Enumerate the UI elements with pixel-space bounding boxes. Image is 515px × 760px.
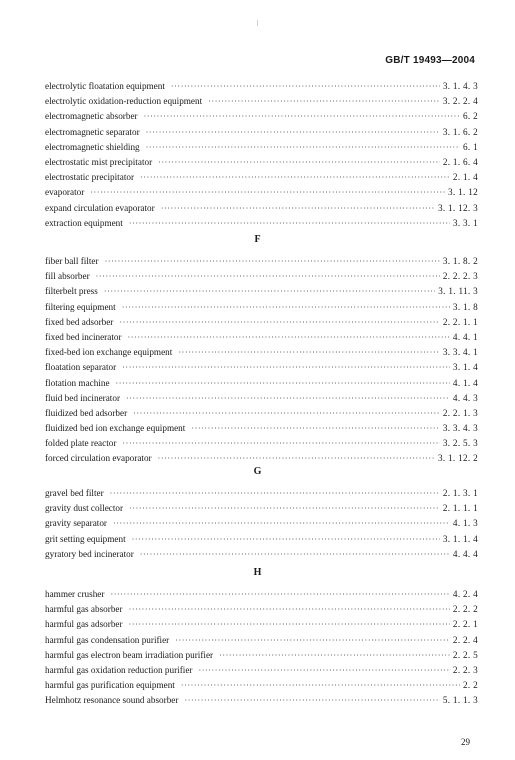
index-term: filtering equipment <box>45 301 116 312</box>
clause-ref: 3. 3. 4. 1 <box>442 347 478 358</box>
index-term: fixed bed adsorber <box>45 316 114 327</box>
index-term: evaporator <box>45 187 85 198</box>
leader-dots <box>198 663 449 678</box>
leader-dots <box>122 436 439 451</box>
clause-ref: 6. 2 <box>463 111 478 122</box>
leader-dots <box>133 406 440 421</box>
index-entry <box>45 391 478 406</box>
leader-dots <box>104 284 435 299</box>
index-entry <box>45 532 478 547</box>
clause-ref: 4. 1. 3 <box>452 518 478 529</box>
clause-ref: 3. 1. 12. 3 <box>437 202 478 213</box>
clause-ref: 2. 1. 4 <box>452 172 478 183</box>
index-entry <box>45 376 478 391</box>
leader-dots <box>132 532 440 547</box>
index-term: filterbelt press <box>45 286 98 297</box>
leader-dots <box>191 421 440 436</box>
leader-dots <box>96 269 440 284</box>
leader-dots <box>144 109 460 124</box>
clause-ref: 3. 1. 6. 2 <box>442 126 478 137</box>
index-term: flotation machine <box>45 377 110 388</box>
leader-dots <box>161 201 435 216</box>
index-term: fiber ball filter <box>45 256 99 266</box>
index-entry <box>45 330 478 345</box>
leader-dots <box>128 330 450 345</box>
section-letter-g: G <box>253 466 262 477</box>
index-term: hammer crusher <box>45 589 105 599</box>
clause-ref: 3. 1. 12 <box>448 187 478 198</box>
index-entry <box>45 421 478 436</box>
leader-dots <box>219 648 450 663</box>
clause-ref: 3. 3. 4. 3 <box>442 423 478 434</box>
leader-dots <box>105 254 440 269</box>
leader-dots <box>184 693 439 708</box>
clause-ref: 2. 2. 2 <box>452 604 478 615</box>
index-term: fluidized bed ion exchange equipment <box>45 423 186 434</box>
leader-dots <box>158 155 440 170</box>
leader-dots <box>171 79 440 94</box>
clause-ref: 3. 1. 1. 4 <box>442 533 478 544</box>
index-term: electromagnetic absorber <box>45 111 138 122</box>
leader-dots <box>113 516 450 531</box>
clause-ref: 2. 1. 3. 1 <box>442 488 478 498</box>
index-entry <box>45 216 478 231</box>
index-term: electrostatic mist precipitator <box>45 156 153 167</box>
leader-dots <box>146 125 440 140</box>
clause-ref: 6. 1 <box>463 141 478 152</box>
leader-dots <box>110 587 449 602</box>
index-term: electrolytic floatation equipment <box>45 81 165 91</box>
clause-ref: 2. 2. 1. 3 <box>442 407 478 418</box>
index-entry <box>45 79 478 94</box>
clause-ref: 4. 2. 4 <box>452 589 478 599</box>
index-entry <box>45 269 478 284</box>
clause-ref: 3. 1. 8. 2 <box>442 256 478 266</box>
leader-dots <box>146 140 460 155</box>
clause-ref: 3. 1. 11. 3 <box>438 286 478 297</box>
leader-dots <box>129 501 440 516</box>
index-entry <box>45 360 478 375</box>
clause-ref: 3. 2. 5. 3 <box>442 438 478 449</box>
index-term: gravity separator <box>45 518 107 529</box>
leader-dots <box>129 617 450 632</box>
clause-ref: 2. 2 <box>463 680 478 691</box>
index-entry <box>45 547 478 562</box>
clause-ref: 2. 2. 5 <box>452 649 478 660</box>
index-term: fixed bed incinerator <box>45 331 122 342</box>
index-block-g <box>45 486 478 562</box>
index-term: gyratory bed incinerator <box>45 548 134 559</box>
index-entry <box>45 633 478 648</box>
leader-dots <box>208 94 440 109</box>
leader-dots <box>129 602 450 617</box>
index-entry <box>45 109 478 124</box>
index-term: electrolytic oxidation-reduction equipment <box>45 96 203 107</box>
standard-code: GB/T 19493—2004 <box>385 55 475 66</box>
clause-ref: 2. 1. 1. 1 <box>442 503 478 514</box>
index-term: Helmhotz resonance sound absorber <box>45 695 179 706</box>
index-term: expand circulation evaporator <box>45 202 155 213</box>
clause-ref: 4. 1. 4 <box>452 377 478 388</box>
clause-ref: 2. 2. 4 <box>452 634 478 645</box>
index-entry <box>45 94 478 109</box>
leader-dots <box>122 300 450 315</box>
index-term: fill absorber <box>45 271 90 282</box>
index-entry <box>45 436 478 451</box>
clause-ref: 3. 2. 2. 4 <box>442 96 478 107</box>
index-entry <box>45 406 478 421</box>
clause-ref: 2. 2. 1. 1 <box>442 316 478 327</box>
index-entry <box>45 284 478 299</box>
leader-dots <box>110 486 440 501</box>
index-term: fixed-bed ion exchange equipment <box>45 347 173 358</box>
leader-dots <box>119 315 439 330</box>
index-entry <box>45 125 478 140</box>
index-term: fluid bed incinerator <box>45 392 121 403</box>
index-entry <box>45 254 478 269</box>
index-term: electromagnetic shielding <box>45 141 140 152</box>
index-term: harmful gas adsorber <box>45 619 123 630</box>
index-block-f <box>45 254 478 467</box>
index-block-e <box>45 79 478 231</box>
index-entry <box>45 315 478 330</box>
index-entry <box>45 300 478 315</box>
index-term: fluidized bed adsorber <box>45 407 128 418</box>
index-term: gravel bed filter <box>45 488 104 498</box>
index-entry <box>45 140 478 155</box>
index-entry <box>45 451 478 466</box>
leader-dots <box>178 345 440 360</box>
index-entry <box>45 516 478 531</box>
index-term: grit setting equipment <box>45 533 126 544</box>
index-entry <box>45 693 478 708</box>
index-entry <box>45 486 478 501</box>
index-term: harmful gas absorber <box>45 604 123 615</box>
scan-mark <box>257 20 258 26</box>
index-entry <box>45 663 478 678</box>
clause-ref: 2. 1. 6. 4 <box>442 156 478 167</box>
section-letter-h: H <box>253 567 262 578</box>
clause-ref: 2. 2. 1 <box>452 619 478 630</box>
index-term: harmful gas oxidation reduction purifier <box>45 664 193 675</box>
index-term: harmful gas electron beam irradiation purifier <box>45 649 214 660</box>
leader-dots <box>158 451 435 466</box>
leader-dots <box>140 170 450 185</box>
clause-ref: 5. 1. 1. 3 <box>442 695 478 706</box>
index-entry <box>45 170 478 185</box>
clause-ref: 3. 1. 4. 3 <box>442 81 478 91</box>
index-entry <box>45 185 478 200</box>
index-entry <box>45 648 478 663</box>
index-term: forced circulation evaporator <box>45 453 152 464</box>
leader-dots <box>126 391 450 406</box>
clause-ref: 2. 2. 2. 3 <box>442 271 478 282</box>
clause-ref: 4. 4. 1 <box>452 331 478 342</box>
index-block-h <box>45 587 478 709</box>
index-term: electromagnetic separator <box>45 126 140 137</box>
index-term: harmful gas condensation purifier <box>45 634 170 645</box>
index-term: gravity dust collector <box>45 503 124 514</box>
index-term: harmful gas purification equipment <box>45 680 175 691</box>
clause-ref: 4. 4. 3 <box>452 392 478 403</box>
index-entry <box>45 617 478 632</box>
page-number: 29 <box>461 737 470 747</box>
index-term: electrostatic precipitator <box>45 172 135 183</box>
leader-dots <box>90 185 445 200</box>
leader-dots <box>181 678 460 693</box>
index-term: extraction equipment <box>45 217 123 228</box>
leader-dots <box>116 376 450 391</box>
clause-ref: 3. 1. 8 <box>452 301 478 312</box>
clause-ref: 3. 1. 4 <box>452 362 478 373</box>
clause-ref: 4. 4. 4 <box>452 548 478 559</box>
clause-ref: 3. 3. 1 <box>452 217 478 228</box>
clause-ref: 2. 2. 3 <box>452 664 478 675</box>
leader-dots <box>175 633 450 648</box>
index-entry <box>45 587 478 602</box>
leader-dots <box>122 360 450 375</box>
leader-dots <box>140 547 450 562</box>
clause-ref: 3. 1. 12. 2 <box>437 453 478 464</box>
leader-dots <box>129 216 450 231</box>
index-entry <box>45 201 478 216</box>
index-term: folded plate reactor <box>45 438 117 449</box>
index-entry <box>45 602 478 617</box>
section-letter-f: F <box>254 234 261 245</box>
index-entry <box>45 155 478 170</box>
index-entry <box>45 345 478 360</box>
index-entry <box>45 678 478 693</box>
index-entry <box>45 501 478 516</box>
index-term: floatation separator <box>45 362 117 373</box>
